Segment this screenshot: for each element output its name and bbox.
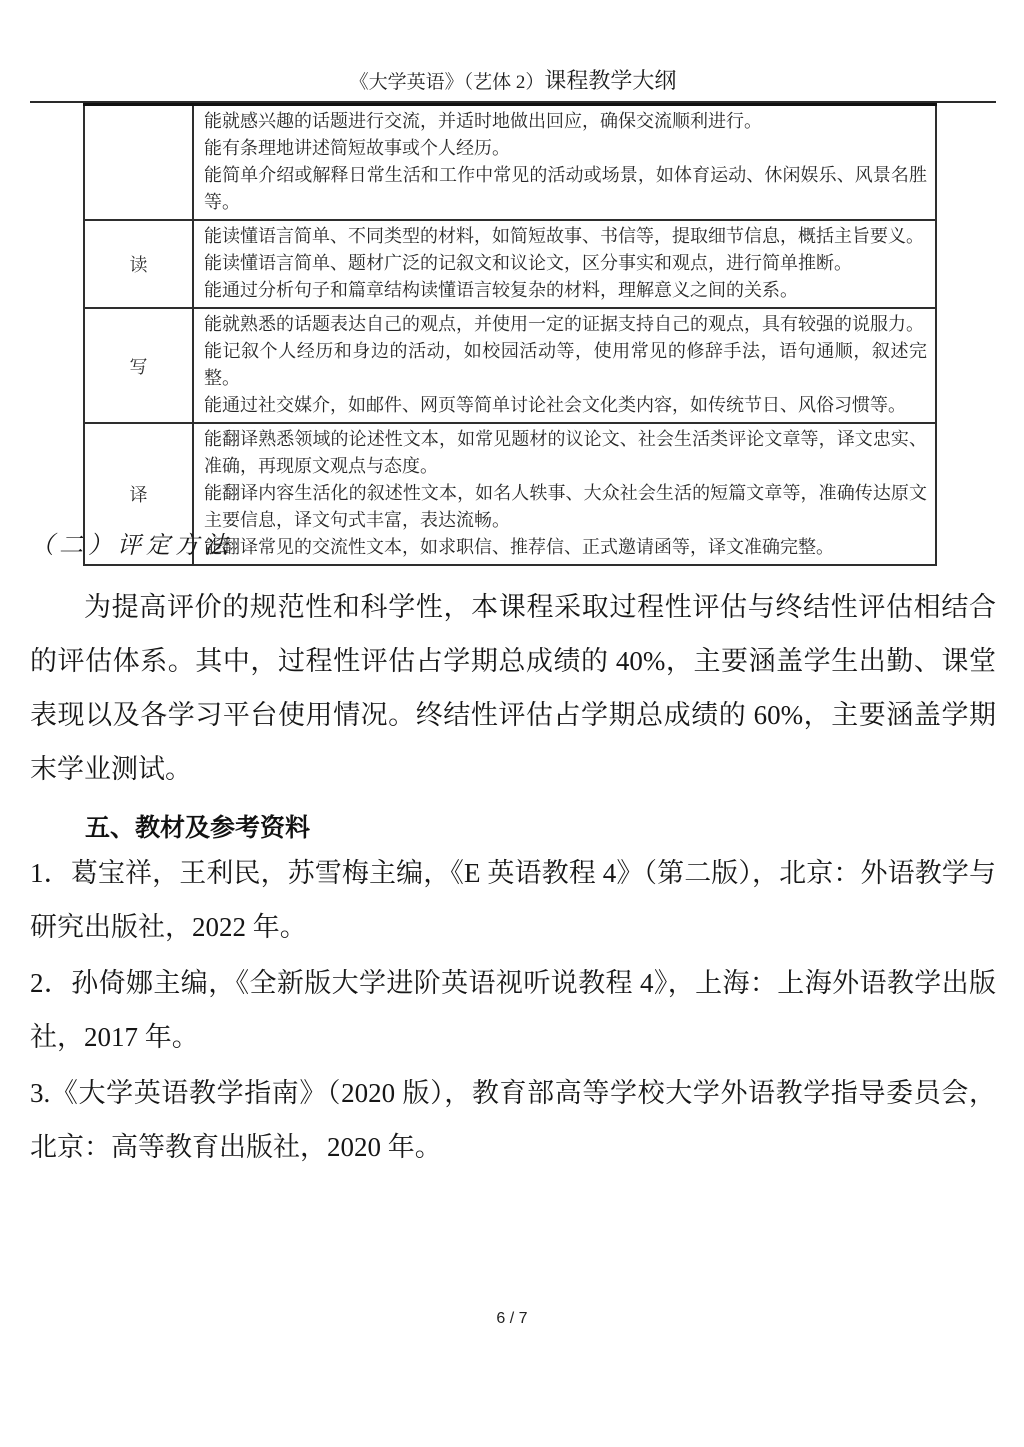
skill-desc-line: 能读懂语言简单、题材广泛的记叙文和议论文，区分事实和观点，进行简单推断。 (204, 253, 852, 273)
document-body (30, 512, 996, 1174)
skill-desc-cell (193, 308, 936, 423)
table-row-speaking-continued (84, 105, 936, 221)
skill-label-cell: 译 (84, 423, 193, 565)
page-title-suffix: 课程教学大纲 (544, 68, 677, 93)
skill-desc-line: 能简单介绍或解释日常生活和工作中常见的活动或场景，如体育运动、休闲娱乐、风景名胜等。 (204, 165, 927, 212)
skill-desc-line: 能翻译常见的交流性文本，如求职信、推荐信、正式邀请函等，译文准确完整。 (204, 537, 834, 557)
page-header (30, 0, 996, 103)
skill-desc-line: 能读懂语言简单、不同类型的材料，如简短故事、书信等，提取细节信息，概括主旨要义。 (204, 226, 924, 246)
page-title (350, 64, 677, 101)
skill-desc-line: 能翻译内容生活化的叙述性文本，如名人轶事、大众社会生活的短篇文章等，准确传达原文主要信息，译文句式丰富，表达流畅。 (204, 483, 927, 530)
skill-desc-cell (193, 220, 936, 308)
reference-item-1: 1．葛宝祥，王利民，苏雪梅主编，《E 英语教程 4》（第二版），北京：外语教学与研究出版社，2022 年。 (30, 858, 996, 942)
skill-desc-cell (193, 105, 936, 221)
page-number: 6 / 7 (496, 1310, 528, 1327)
skill-desc-line: 能有条理地讲述简短故事或个人经历。 (204, 138, 510, 158)
table-row-writing (84, 308, 936, 423)
skill-desc-line: 能就熟悉的话题表达自己的观点，并使用一定的证据支持自己的观点，具有较强的说服力。 (204, 314, 924, 334)
table-row-reading (84, 220, 936, 308)
skill-label-cell: 读 (84, 220, 193, 308)
skill-label-cell: 写 (84, 308, 193, 423)
skill-desc-line: 能通过社交媒介，如邮件、网页等简单讨论社会文化类内容，如传统节日、风俗习惯等。 (204, 395, 906, 415)
page-title-course-name: 《大学英语》（艺体 2） (349, 72, 545, 93)
reference-item-2: 2．孙倚娜主编，《全新版大学进阶英语视听说教程 4》，上海：上海外语教学出版社，2017 年。 (30, 968, 996, 1052)
section-heading-materials: 五、教材及参考资料 (85, 814, 311, 842)
reference-item-3: 3.《大学英语教学指南》（2020 版），教育部高等学校大学外语教学指导委员会，北京：高等教育出版社，2020 年。 (30, 1078, 996, 1162)
skill-desc-line: 能记叙个人经历和身边的活动，如校园活动等，使用常见的修辞手法，语句通顺，叙述完整。 (204, 341, 927, 388)
skill-desc-line: 能就感兴趣的话题进行交流，并适时地做出回应，确保交流顺利进行。 (204, 111, 762, 131)
skills-table (83, 103, 937, 566)
skill-desc-line: 能通过分析句子和篇章结构读懂语言较复杂的材料，理解意义之间的关系。 (204, 280, 798, 300)
evaluation-method-paragraph: 为提高评价的规范性和科学性，本课程采取过程性评估与终结性评估相结合的评估体系。其中，过程性评估占学期总成绩的 40%，主要涵盖学生出勤、课堂表现以及各学习平台使用情况。终结性评估占学期总成绩的 60%，主要涵盖学期末学业测试。 (30, 592, 996, 784)
section-heading-evaluation-method: （二）评定方法 (30, 533, 233, 559)
skill-desc-line: 能翻译熟悉领域的论述性文本，如常见题材的议论文、社会生活类评论文章等，译文忠实、准确，再现原文观点与态度。 (204, 429, 927, 476)
skill-label-cell (84, 105, 193, 221)
